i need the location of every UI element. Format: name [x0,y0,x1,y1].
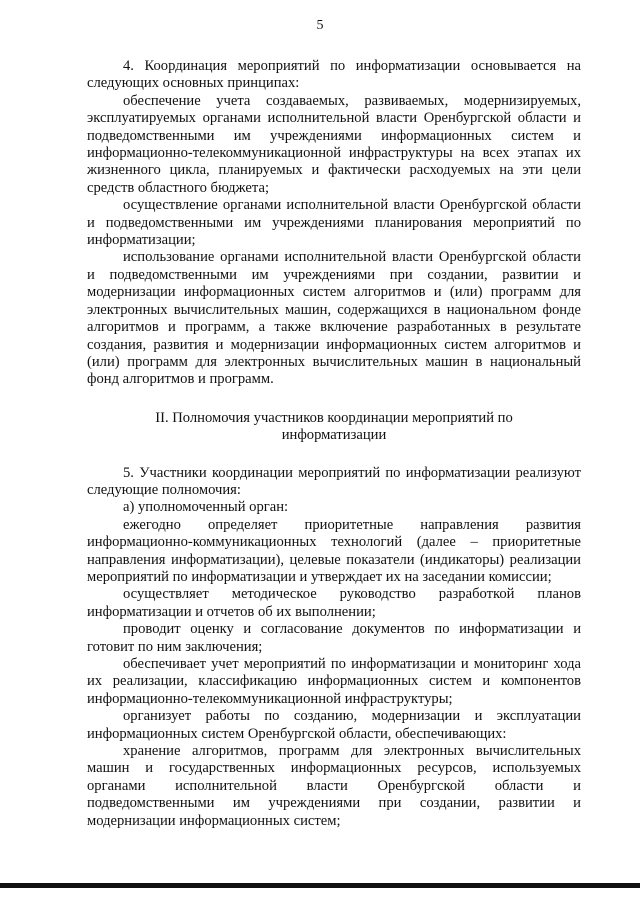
section-heading-line-1: II. Полномочия участников координации мероприятий по [155,409,513,426]
paragraph-accounting-monitoring: обеспечивает учет мероприятий по информатизации и мониторинг хода их реализации, классификацию информационных систем и компонентов информационно-телекоммуникационной инфраструктуры; [87,656,581,707]
paragraph-methodical-guidance: осуществляет методическое руководство разработкой планов информатизации и отчетов об их выполнении; [87,586,581,620]
paragraph-principle-accounting: обеспечение учета создаваемых, развиваемых, модернизируемых, эксплуатируемых органами исполнительной власти Оренбургской области и подведомственными им учреждениями информационных систем и информационно-телекоммуникационной инфраструктуры на всех этапах их жизненного цикла, планируемых и фактически расходуемых на эти цели средств областного бюджета; [87,92,581,196]
section-heading [87,410,581,445]
document-body [87,58,581,830]
paragraph-4-intro: 4. Координация мероприятий по информатизации основывается на следующих основных принципах: [87,58,581,92]
page-bottom-edge [0,883,640,888]
paragraph-5-intro: 5. Участники координации мероприятий по информатизации реализуют следующие полномочия: [87,464,581,498]
section-heading-line-2: информатизации [281,427,387,444]
paragraph-organizes-works: организует работы по созданию, модернизации и эксплуатации информационных систем Оренбургской области, обеспечивающих: [87,708,581,742]
paragraph-authorized-body: а) уполномоченный орган: [123,499,289,516]
paragraph-principle-national-fund: использование органами исполнительной власти Оренбургской области и подведомственными им учреждениями при создании, развитии и модернизации информационных систем алгоритмов и (или) программ для электронных вычислительных машин, содержащихся в национальном фонде алгоритмов и программ, а также включение разработанных в результате создания, развития и модернизации информационных систем алгоритмов и (или) программ для электронных вычислительных машин в национальный фонд алгоритмов и программ. [87,249,581,388]
page-number: 5 [316,18,324,33]
paragraph-priority-directions: ежегодно определяет приоритетные направления развития информационно-коммуникационных технологий (далее – приоритетные направления информатизации), целевые показатели (индикаторы) реализации мероприятий по информатизации и утверждает их на заседании комиссии; [87,516,581,585]
paragraph-storage: хранение алгоритмов, программ для электронных вычислительных машин и государственных информационных ресурсов, используемых органами исполнительной власти Оренбургской области и подведомственными им учреждениями при создании, развитии и модернизации информационных систем; [87,743,581,829]
paragraph-assessment: проводит оценку и согласование документов по информатизации и готовит по ним заключения; [87,621,581,655]
paragraph-principle-planning: осуществление органами исполнительной власти Оренбургской области и подведомственными им учреждениями планирования мероприятий по информатизации; [87,197,581,249]
